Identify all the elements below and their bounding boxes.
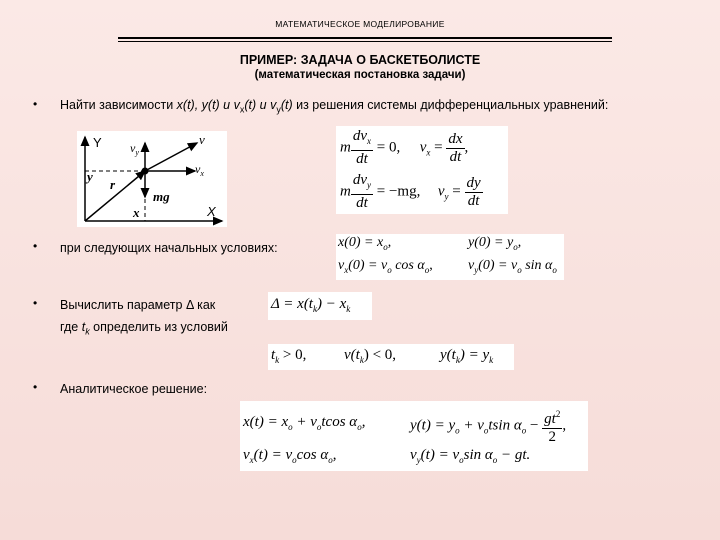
sol-4: $v_y(t) = v_o\sin$ $\alpha_o$ − gt. (410, 447, 531, 465)
b1-vars: x(t), y(t) и v (176, 98, 240, 112)
bullet-3-text: Вычислить параметр Δ как (60, 298, 216, 312)
v-vector (145, 143, 197, 171)
b1-end: (t) (280, 98, 293, 112)
sol2-frac: $\frac{gt^2}{2}$ (542, 406, 562, 446)
initial-conditions-box (336, 234, 564, 280)
slide-subtitle: (математическая постановка задачи) (254, 69, 466, 81)
label-X: X (207, 204, 216, 219)
eq-row-2: m $\frac{dv_y}{dt}$ = −mg, $v_y$ = $\frac{dy}{dt}$ (340, 172, 481, 211)
label-v: v (199, 132, 205, 147)
bullet-1-marker: • (33, 97, 38, 111)
label-mg: mg (153, 189, 170, 204)
b1-prefix: Найти зависимости (60, 98, 177, 112)
eq4-frac: $\frac{dy}{dt}$ (466, 174, 481, 209)
sol-2: $y(t) = y_o + v_otsin$ $\alpha_o$ − $\frac{gt^2}{2}$ , (410, 406, 566, 446)
cond-1: $t_k > 0$, (271, 347, 307, 365)
diff-equations-box (336, 126, 508, 214)
trajectory-diagram (77, 131, 227, 227)
b1-sub2: y (276, 104, 281, 115)
bullet-4-marker: • (33, 380, 38, 394)
conditions-box (268, 344, 514, 370)
ic-3: $v_x(0) = v_o$ $\cos \alpha_o$, (338, 258, 433, 275)
label-y: y (87, 169, 93, 184)
label-vx: $v_x$ (195, 162, 204, 178)
b1-sub1: x (239, 104, 245, 115)
slide-header: МАТЕМАТИЧЕСКОЕ МОДЕЛИРОВАНИЕ (275, 19, 445, 29)
bullet-1-text (60, 98, 608, 115)
solution-box (240, 401, 588, 471)
sol-1: $x(t) = x_o + v_otcos$ $\alpha_o$, (243, 414, 366, 432)
header-rule-bottom (118, 41, 612, 42)
ic-4: $v_y(0) = v_o$ $\sin \alpha_o$ (468, 258, 557, 275)
delta-formula-box (268, 292, 372, 320)
label-x: x (133, 205, 140, 220)
bullet-3-marker: • (33, 296, 38, 310)
eq3-frac: $\frac{dv_y}{dt}$ (352, 172, 372, 211)
slide-title: ПРИМЕР: ЗАДАЧА О БАСКЕТБОЛИСТЕ (239, 53, 481, 67)
diagram-svg (77, 131, 227, 227)
b1-mid: (t) и v (244, 98, 277, 112)
label-Y: Y (93, 135, 102, 150)
label-vy: $v_y$ (130, 141, 139, 157)
bullet-2-marker: • (33, 239, 38, 253)
eq-row-1: m $\frac{dv_x}{dt}$ = 0, $v_x$ = $\frac{dx}{dt}$ , (340, 128, 469, 167)
header-rule-top (118, 37, 612, 39)
bullet-3-continuation: где $t_k$ определить из условий (60, 320, 228, 337)
ic-1: $x(0) = x_o$, (338, 235, 392, 252)
label-r: r (110, 177, 116, 192)
eq1-frac: $\frac{dv_x}{dt}$ (352, 128, 372, 167)
bullet-4-text: Аналитическое решение: (60, 382, 208, 396)
ic-2: $y(0) = y_o$, (468, 235, 522, 252)
cond-3: $y(t_k) = y_k$ (440, 347, 494, 365)
bullet-2-text: при следующих начальных условиях: (60, 241, 278, 255)
cond-2: $v(t_k) < 0$, (344, 347, 397, 365)
delta-formula: $\Delta = x(t_k) - x_k$ (271, 296, 351, 314)
sol-3: $v_x(t) = v_o\cos$ $\alpha_o$, (243, 447, 337, 465)
eq2-frac: $\frac{dx}{dt}$ (448, 130, 463, 165)
b1-suffix: из решения системы дифференциальных уравнений: (292, 98, 609, 112)
